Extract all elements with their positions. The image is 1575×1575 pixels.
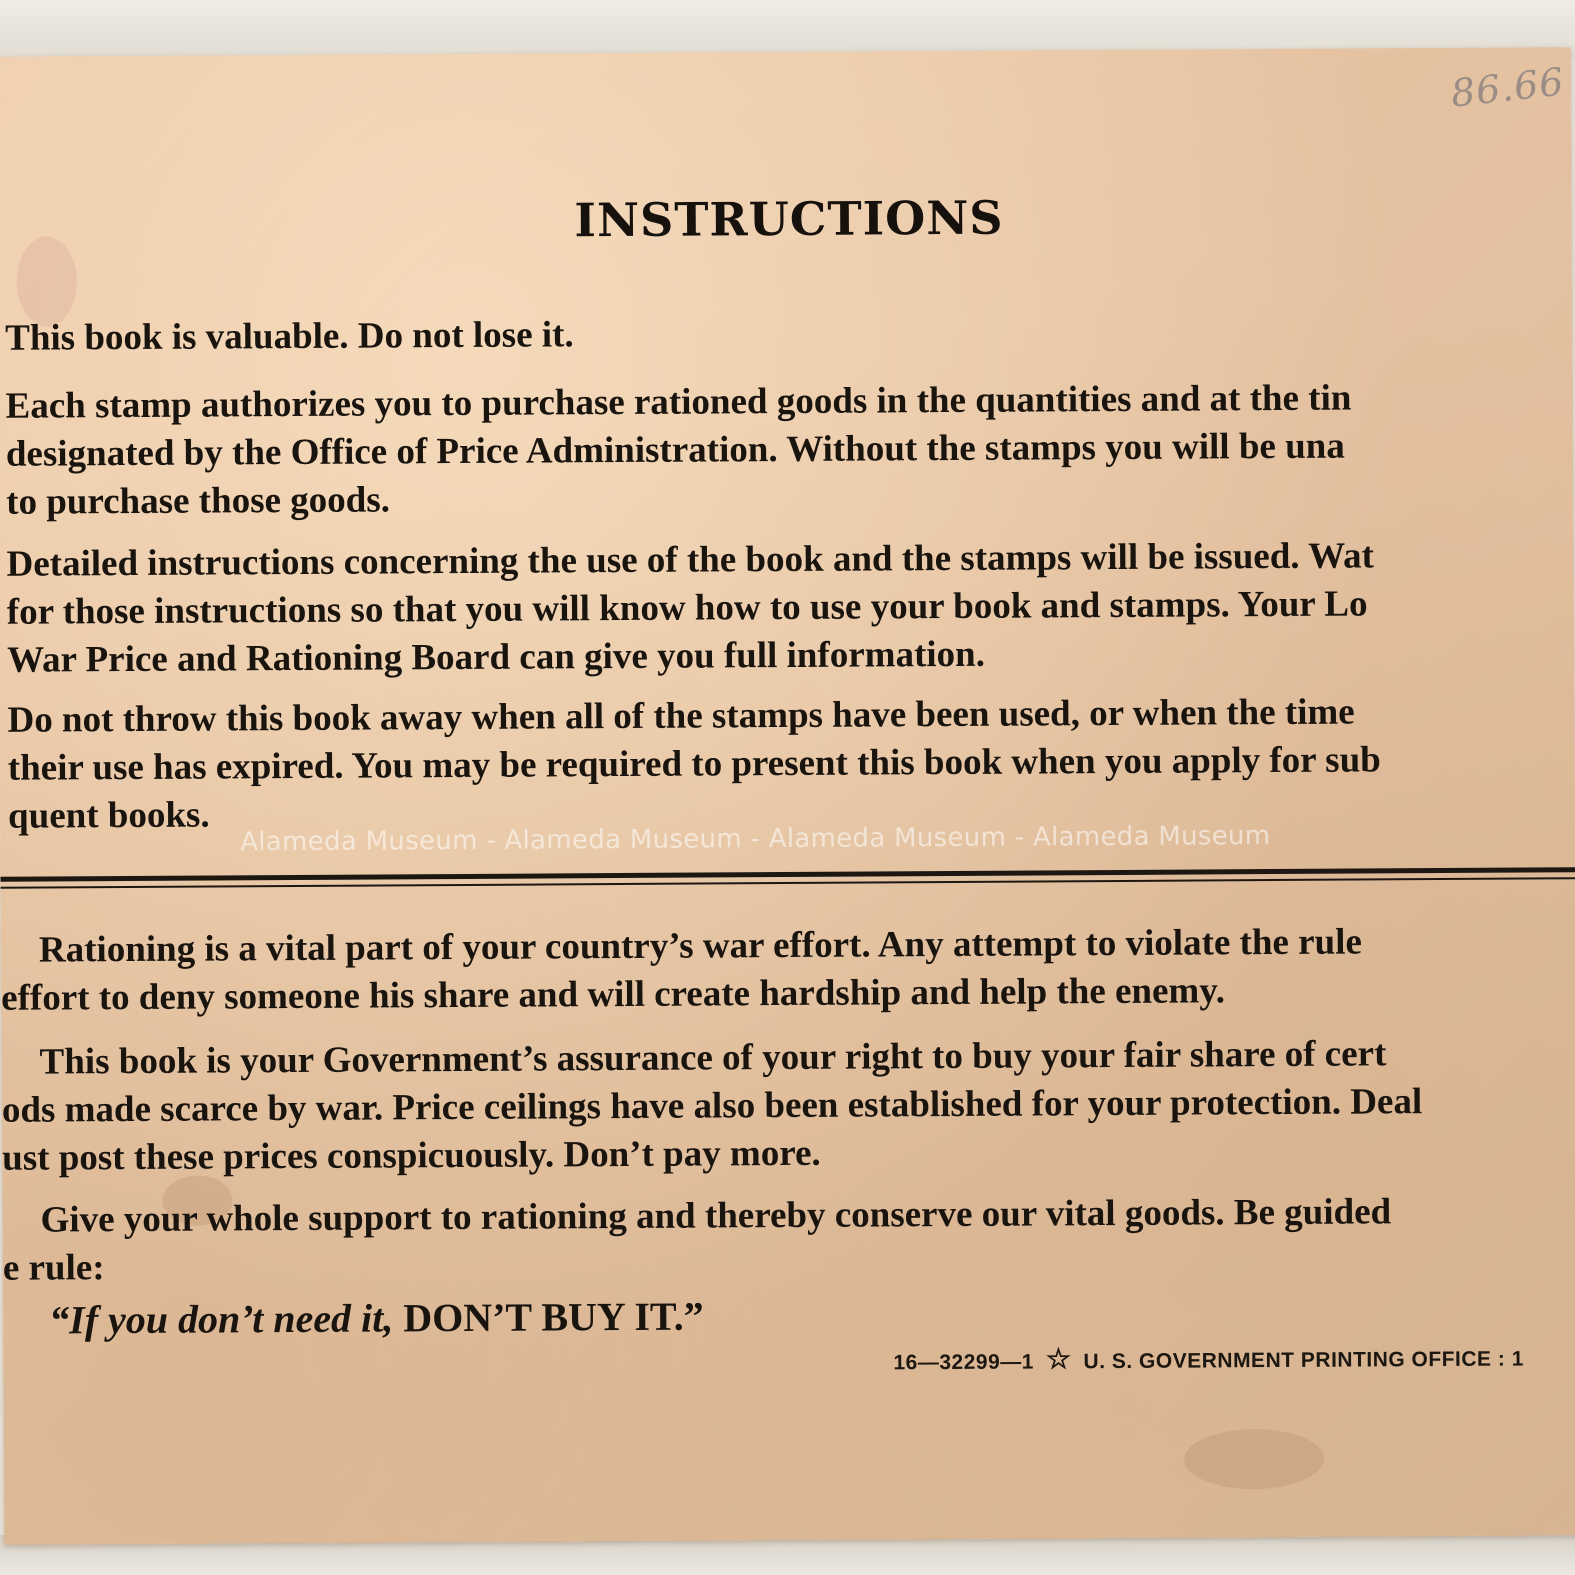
slogan-italic-part: “If you don’t need it, — [49, 1295, 394, 1343]
instruction-paragraph-1 — [5, 305, 1575, 363]
printer-imprint — [893, 1340, 1524, 1377]
notice-paragraph-3 — [2, 1187, 1575, 1293]
text-line: Give your whole support to rationing and thereby conserve our vital goods. Be guided — [40, 1191, 1392, 1241]
text-line: Each stamp authorizes you to purchase rationed goods in the quantities and at the tin — [5, 377, 1352, 427]
text-line: their use has expired. You may be required to present this book when you apply for sub — [7, 739, 1381, 789]
text-line: Rationing is a vital part of your country’s war effort. Any attempt to violate the rule — [38, 921, 1362, 971]
star-icon: ☆ — [1045, 1343, 1072, 1375]
instructions-heading: INSTRUCTIONS — [574, 190, 1004, 248]
notice-paragraph-1 — [1, 917, 1575, 1023]
card-content — [0, 47, 1575, 1545]
text-line: for those instructions so that you will know how to use your book and stamps. Your Lo — [6, 583, 1368, 633]
slogan — [49, 1293, 704, 1344]
instruction-paragraph-2 — [5, 373, 1575, 527]
instruction-paragraph-4 — [7, 687, 1575, 841]
text-line: This book is your Government’s assurance of your right to buy your fair share of cert — [39, 1033, 1387, 1083]
text-line: e rule: — [2, 1247, 105, 1289]
stain-mark — [1184, 1429, 1324, 1490]
pencil-catalog-number: 86.66 — [1448, 59, 1567, 116]
text-line: quent books. — [7, 794, 210, 837]
notice-paragraph-2 — [1, 1029, 1575, 1183]
text-line: Detailed instructions concerning the use of the book and the stamps will be issued. Wat — [6, 535, 1375, 585]
text-line: to purchase those goods. — [6, 479, 391, 523]
text-line: War Price and Rationing Board can give you full information. — [7, 633, 986, 681]
printing-office-text: U. S. GOVERNMENT PRINTING OFFICE : 1 — [1083, 1347, 1524, 1374]
text-line: ust post these prices conspicuously. Don’t pay more. — [2, 1132, 821, 1179]
text-line: effort to deny someone his share and will create hardship and help the enemy. — [1, 970, 1226, 1019]
text-line: Do not throw this book away when all of the stamps have been used, or when the time — [7, 691, 1355, 741]
text-line: designated by the Office of Price Administration. Without the stamps you will be una — [5, 425, 1345, 475]
form-number: 16—32299—1 — [893, 1350, 1034, 1375]
ration-book-back-cover — [0, 47, 1575, 1545]
text-line: This book is valuable. Do not lose it. — [5, 314, 574, 359]
museum-watermark: Alameda Museum - Alameda Museum - Alameda Museum - Alameda Museum — [240, 821, 1271, 858]
instruction-paragraph-3 — [6, 531, 1575, 685]
text-line: ods made scarce by war. Price ceilings have also been established for your protection. Deal — [1, 1081, 1423, 1131]
slogan-caps-part: DON’T BUY IT.” — [393, 1293, 704, 1341]
